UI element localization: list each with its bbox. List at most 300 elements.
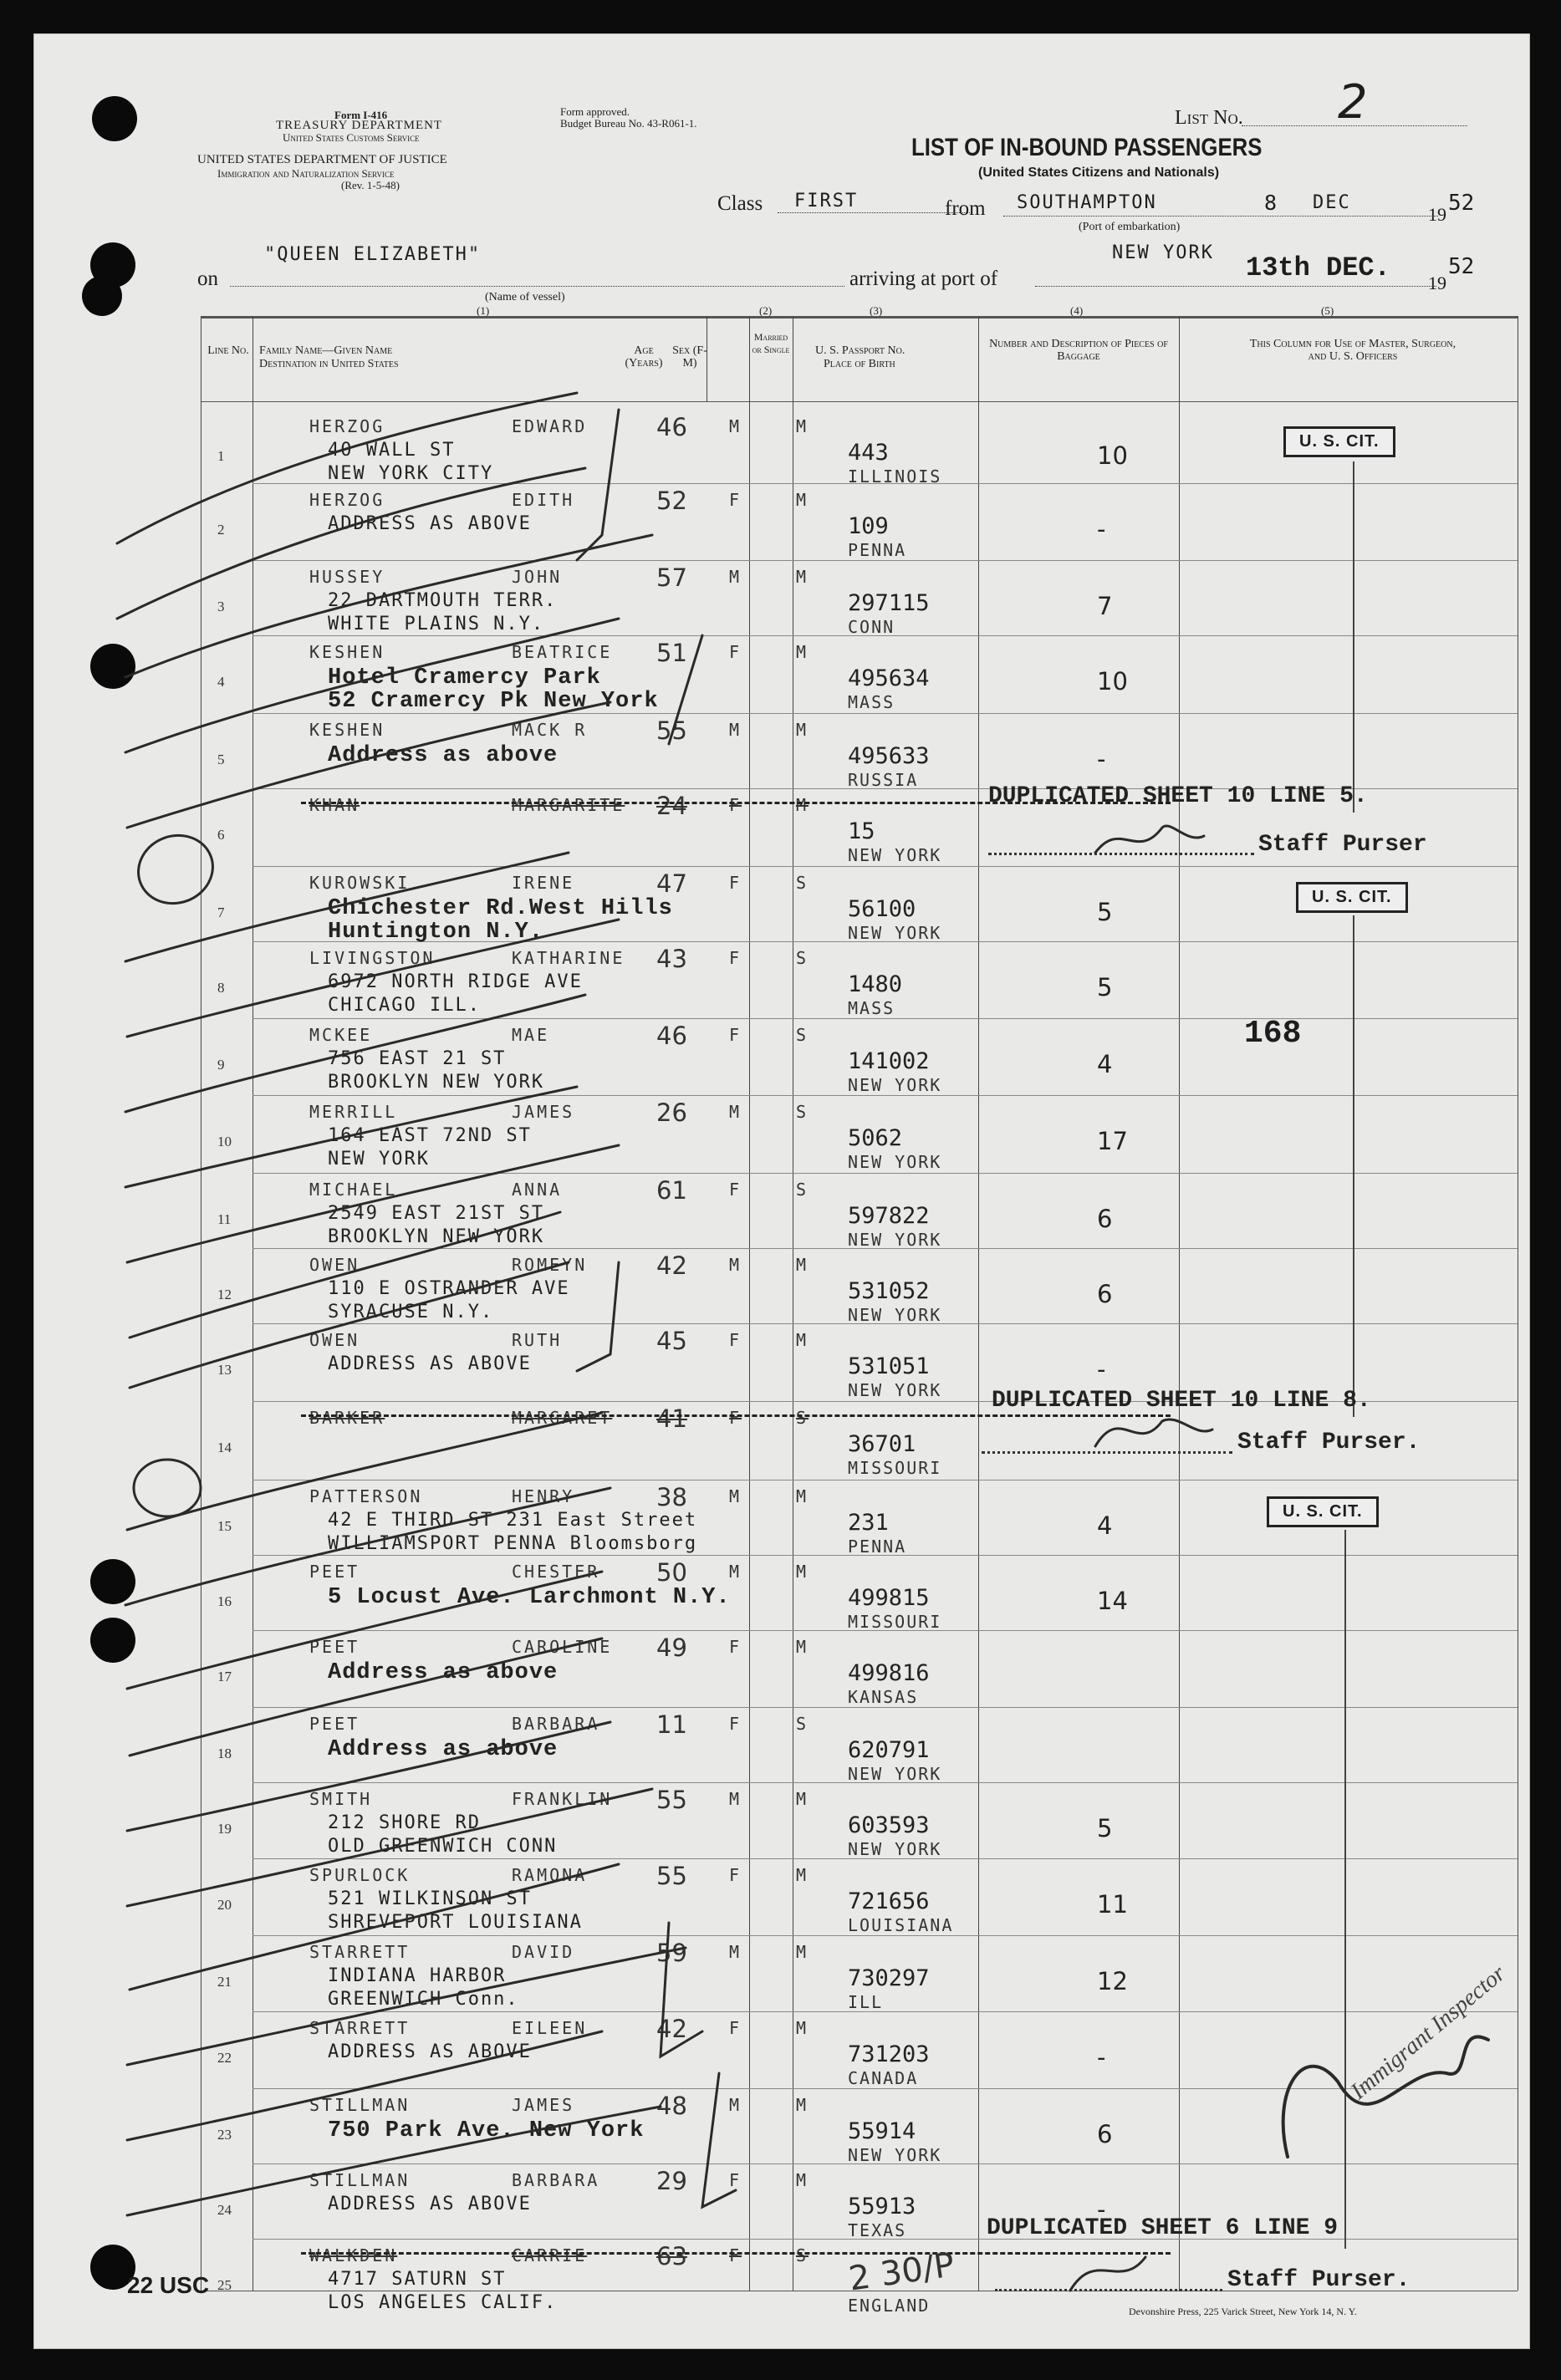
age: 43 [656,945,687,973]
place-of-birth: ILLINOIS [848,466,942,487]
stamp-tail [1353,461,1354,813]
passport-number: 499816 [848,1660,930,1686]
line-number: 10 [217,1134,232,1149]
sex: F [729,1408,742,1428]
table-top-rule [201,316,1518,319]
age: 38 [656,1483,687,1511]
printer-credit: Devonshire Press, 225 Varick Street, New York 14, N. Y. [1129,2306,1357,2317]
form-number: Form I-416 [334,109,388,121]
marital-status: S [796,873,809,893]
place-of-birth: PENNA [848,1537,907,1557]
address-line-1: Hotel Cramercy Park [328,665,601,691]
given-name: HENRY [512,1486,575,1506]
address-line-2: NEW YORK [328,1149,430,1170]
place-of-birth: NEW YORK [848,1764,942,1784]
given-name: JAMES [512,1102,575,1122]
sex: M [729,567,742,587]
line-number: 19 [217,1821,232,1837]
address-line-1: Address as above [328,1737,559,1762]
given-name: FRANKLIN [512,1789,613,1809]
arrival-underline [1035,286,1436,287]
age: 52 [656,487,687,515]
age: 48 [656,2092,687,2120]
header-sex: Sex (F-M) [672,344,707,369]
arrival-port: NEW YORK [1112,242,1214,263]
line-number: 16 [217,1593,232,1609]
class-underline [778,212,970,213]
place-of-birth: NEW YORK [848,923,942,943]
baggage-count: - [1097,745,1106,773]
arriving-label: arriving at port of [849,268,998,290]
baggage-count: 4 [1097,1511,1113,1540]
sex: F [729,1330,742,1350]
table-row [201,637,1518,714]
family-name: WALKDEN [309,2245,398,2265]
marital-status: M [796,1789,809,1809]
place-of-birth: ENGLAND [848,2296,931,2316]
family-name: SPURLOCK [309,1865,411,1885]
list-number: 2 [1338,75,1368,130]
passport-number: 531052 [848,1278,930,1304]
baggage-count: 7 [1097,592,1113,620]
given-name: MAE [512,1025,550,1045]
place-of-birth: NEW YORK [848,1230,942,1250]
line-number: 8 [217,980,225,996]
inspector-stamp: Immigrant Inspector [1345,1960,1511,2105]
marital-status: M [796,490,809,510]
given-name: MARGARITE [512,795,625,815]
marital-status: M [796,1942,809,1962]
table-row [201,1557,1518,1630]
place-of-birth: LOUISIANA [848,1915,954,1935]
address-line-1: 22 DARTMOUTH TERR. [328,590,558,611]
line-number: 22 [217,2050,232,2066]
header-name: Family Name—Given Name [259,344,393,357]
place-of-birth: MASS [848,998,895,1018]
family-name: HERZOG [309,490,385,510]
given-name: RUTH [512,1330,563,1350]
table-row [201,1784,1518,1858]
family-name: LIVINGSTON [309,948,436,968]
marital-status: M [796,642,809,662]
purser-note-3: Staff Purser. [1227,2267,1411,2293]
given-name: BARBARA [512,1714,600,1734]
baggage-count: 4 [1097,1050,1113,1078]
baggage-count: 10 [1097,667,1128,696]
address-line-2: WILLIAMSPORT PENNA Bloomsborg [328,1533,698,1554]
passport-number: 55914 [848,2118,916,2144]
passport-number: 36701 [848,1431,916,1457]
row-rule [253,1173,1518,1174]
sex: F [729,2245,742,2265]
passport-number: 620791 [848,1737,930,1763]
table-row [201,1860,1518,1934]
address-line-1: 40 WALL ST [328,440,456,461]
marital-status: S [796,1102,809,1122]
manifest-sheet [33,33,1530,2349]
place-of-birth: NEW YORK [848,2145,942,2165]
passport-number: 499815 [848,1585,930,1611]
address-line-2: WHITE PLAINS N.Y. [328,614,545,634]
line-number: 15 [217,1518,232,1534]
age: 49 [656,1633,687,1662]
address-line-2: 52 Cramercy Pk New York [328,689,659,714]
family-name: SMITH [309,1789,373,1809]
given-name: ROMEYN [512,1255,588,1275]
baggage-count: 10 [1097,441,1128,470]
revision: (Rev. 1-5-48) [341,179,400,191]
table-row [201,1709,1518,1782]
age: 59 [656,1939,687,1967]
age: 47 [656,869,687,898]
stamp-tail [1353,915,1354,1417]
table-row [201,1020,1518,1093]
age: 42 [656,1251,687,1280]
family-name: MERRILL [309,1102,398,1122]
col-number-2: (2) [759,304,773,317]
header-destination: Destination in United States [259,358,399,370]
marital-status: M [796,720,809,740]
form-approved: Form approved. [560,105,630,118]
port-embarkation-label: (Port of embarkation) [1079,221,1181,233]
line-number: 7 [217,905,225,920]
baggage-count: - [1097,2043,1106,2072]
family-name: KESHEN [309,720,385,740]
passport-number: 55913 [848,2194,916,2219]
row-rule [253,1935,1518,1936]
address-line-2: LOS ANGELES CALIF. [328,2292,558,2313]
sex: M [729,1255,742,1275]
departure-day: 8 [1264,191,1278,215]
officer-number: 168 [1244,1016,1302,1052]
baggage-count: 11 [1097,1890,1128,1919]
given-name: EILEEN [512,2018,588,2038]
sex: F [729,1714,742,1734]
table-row [201,943,1518,1017]
passport-number: 495633 [848,743,930,769]
given-name: IRENE [512,873,575,893]
place-of-birth: PENNA [848,540,907,560]
address-line-2: OLD GREENWICH CONN [328,1836,558,1857]
passport-number: 231 [848,1510,889,1536]
class-label: Class [717,192,763,215]
given-name: CHESTER [512,1562,600,1582]
line-number: 11 [217,1211,232,1227]
family-name: PEET [309,1714,360,1734]
sex: M [729,1789,742,1809]
passport-number: 1480 [848,971,903,997]
table-row [201,1937,1518,2011]
passport-number: 56100 [848,896,916,922]
header-age: Age (Years) [625,344,663,369]
marital-status: S [796,1025,809,1045]
address-line-2: GREENWICH Conn. [328,1989,519,2010]
sex: M [729,1942,742,1962]
marital-status: M [796,1486,809,1506]
address-line-2: CHICAGO ILL. [328,995,481,1016]
duplicated-note-1: DUPLICATED SHEET 10 LINE 5. [988,783,1368,809]
purser-dots-1 [988,853,1254,855]
address-line-1: ADDRESS AS ABOVE [328,513,532,534]
header-bottom-rule [201,401,1518,402]
justice-department: UNITED STATES DEPARTMENT OF JUSTICE [197,153,447,166]
passport-number: 141002 [848,1048,930,1074]
age: 55 [656,1786,687,1814]
sex: F [729,1637,742,1657]
punch-hole [90,644,135,689]
place-of-birth: MASS [848,692,895,712]
address-line-1: 42 E THIRD ST 231 East Street [328,1510,698,1531]
us-citizen-stamp: U. S. CIT. [1283,426,1395,457]
address-line-1: 212 SHORE RD [328,1812,481,1833]
marital-status: S [796,1714,809,1734]
place-of-birth: NEW YORK [848,1075,942,1095]
sex: F [729,642,742,662]
address-line-1: 750 Park Ave. New York [328,2118,645,2143]
purser-note-2: Staff Purser. [1237,1430,1421,1455]
marital-status: M [796,1562,809,1582]
baggage-count: 6 [1097,1280,1113,1308]
passport-number: 443 [848,440,889,466]
place-of-birth: MISSOURI [848,1612,942,1632]
place-of-birth: ILL [848,1992,884,2012]
footnote-tally: 2 30/P [846,2245,957,2299]
arrival-year: 52 [1448,254,1475,279]
passport-number: 721656 [848,1888,930,1914]
punch-hole [90,1618,135,1663]
marital-status: M [796,1637,809,1657]
family-name: MICHAEL [309,1180,398,1200]
line-number: 2 [217,522,225,538]
place-of-birth: CONN [848,617,895,637]
baggage-count: - [1097,515,1106,543]
marital-status: S [796,948,809,968]
given-name: ANNA [512,1180,563,1200]
sex: M [729,2095,742,2115]
address-line-2: SHREVEPORT LOUISIANA [328,1912,583,1933]
marital-status: M [796,1255,809,1275]
passport-number: 597822 [848,1203,930,1229]
punch-hole [92,96,137,141]
row-rule [253,1095,1518,1096]
passport-number: 603593 [848,1812,930,1838]
age: 42 [656,2015,687,2043]
marital-status: M [796,2018,809,2038]
marital-status: S [796,2245,809,2265]
passport-number: 731203 [848,2041,930,2067]
line-number: 5 [217,752,225,767]
address-line-1: ADDRESS AS ABOVE [328,2194,532,2214]
sex: F [729,2170,742,2190]
address-line-1: INDIANA HARBOR [328,1965,507,1986]
baggage-count: 17 [1097,1127,1128,1155]
duplicated-note-3: DUPLICATED SHEET 6 LINE 9 [987,2215,1339,2241]
family-name: STARRETT [309,2018,411,2038]
place-of-birth: CANADA [848,2068,919,2088]
purser-note-1: Staff Purser [1258,832,1427,858]
address-line-1: ADDRESS AS ABOVE [328,2041,532,2062]
baggage-count: 14 [1097,1587,1128,1615]
address-line-2: NEW YORK CITY [328,463,494,484]
header-baggage: Number and Description of Pieces of Baggage [989,338,1168,363]
punch-hole [82,276,122,316]
given-name: CARRIE [512,2245,588,2265]
address-line-2: SYRACUSE N.Y. [328,1302,494,1323]
line-number: 18 [217,1746,232,1761]
family-name: STILLMAN [309,2095,411,2115]
given-name: RAMONA [512,1865,588,1885]
family-name: PEET [309,1637,360,1657]
form-subtitle: (United States Citizens and Nationals) [978,166,1220,180]
sex: F [729,948,742,968]
age: 41 [656,1404,687,1433]
passport-number: 109 [848,513,889,539]
passport-number: 531051 [848,1353,930,1379]
given-name: CAROLINE [512,1637,613,1657]
family-name: OWEN [309,1255,360,1275]
table-row [201,562,1518,635]
address-line-1: ADDRESS AS ABOVE [328,1353,532,1374]
given-name: KATHARINE [512,948,625,968]
col-number-5: (5) [1321,304,1334,317]
immigration-service: Immigration and Naturalization Service [217,167,395,180]
given-name: BEATRICE [512,642,613,662]
address-line-1: 6972 NORTH RIDGE AVE [328,971,583,992]
header-line-no: Line No. [207,344,249,357]
address-line-2: BROOKLYN NEW YORK [328,1072,545,1093]
age: 57 [656,563,687,592]
sex: F [729,1180,742,1200]
age: 50 [656,1558,687,1587]
line-number: 14 [217,1440,232,1455]
line-number: 23 [217,2127,232,2143]
row-rule [253,866,1518,867]
marital-status: M [796,795,809,815]
marital-status: M [796,1865,809,1885]
passport-number: 495634 [848,665,930,691]
from-port: SOUTHAMPTON [1017,192,1157,213]
baggage-count: 6 [1097,2120,1113,2148]
given-name: JOHN [512,567,563,587]
place-of-birth: KANSAS [848,1687,919,1707]
arrival-date: 13th DEC. [1246,252,1390,283]
arrival-year-prefix: 19 [1428,273,1446,293]
header-married: Married or Single [752,331,790,355]
us-citizen-stamp: U. S. CIT. [1267,1496,1379,1527]
line-number: 20 [217,1897,232,1913]
marital-status: M [796,1330,809,1350]
baggage-count: 5 [1097,898,1113,926]
family-name: KESHEN [309,642,385,662]
marital-status: M [796,416,809,436]
address-line-1: 4717 SATURN ST [328,2269,507,2290]
sex: M [729,1102,742,1122]
vessel-name: "QUEEN ELIZABETH" [264,244,482,265]
stamp-tail [1344,1530,1346,2249]
age: 63 [656,2242,687,2270]
duplicated-note-2: DUPLICATED SHEET 10 LINE 8. [992,1388,1371,1414]
place-of-birth: NEW YORK [848,1380,942,1400]
line-number: 25 [217,2277,232,2293]
purser-dots-2 [982,1451,1232,1454]
row-rule [253,1018,1518,1019]
line-number: 6 [217,827,225,843]
place-of-birth: RUSSIA [848,770,919,790]
us-citizen-stamp: U. S. CIT. [1296,882,1408,913]
given-name: JAMES [512,2095,575,2115]
given-name: EDITH [512,490,575,510]
marital-status: M [796,2095,809,2115]
line-number: 3 [217,599,225,614]
baggage-count: 6 [1097,1205,1113,1233]
from-underline [1003,216,1438,217]
line-number: 12 [217,1287,232,1302]
row-rule [253,560,1518,561]
line-number: 1 [217,448,225,464]
family-name: OWEN [309,1330,360,1350]
passport-number: 297115 [848,590,930,616]
row-rule [253,1707,1518,1708]
departure-month: DEC [1313,192,1351,213]
age: 55 [656,1862,687,1890]
marital-status: S [796,1408,809,1428]
header-passport: U. S. Passport No. [815,344,905,357]
table-row [201,485,1518,558]
age: 45 [656,1327,687,1355]
address-line-1: Address as above [328,1660,559,1685]
address-line-1: Chichester Rd.West Hills [328,896,673,921]
family-name: MCKEE [309,1025,373,1045]
departure-year-prefix: 19 [1428,204,1446,225]
sex: M [729,720,742,740]
line-number: 24 [217,2202,232,2218]
line-number: 17 [217,1669,232,1684]
marital-status: S [796,1180,809,1200]
age: 61 [656,1176,687,1205]
on-label: on [197,268,218,290]
vessel-underline [230,286,844,287]
address-line-2: BROOKLYN NEW YORK [328,1226,545,1247]
address-line-1: 110 E OSTRANDER AVE [328,1278,570,1299]
treasury-department: TREASURY DEPARTMENT [276,119,443,132]
strike-through-rule [301,1414,1171,1417]
family-name: KUROWSKI [309,873,411,893]
age: 26 [656,1098,687,1127]
given-name: EDWARD [512,416,588,436]
family-name: KHAN [309,795,360,815]
passport-number: 5062 [848,1125,903,1151]
given-name: MACK R [512,720,588,740]
address-line-2: Huntington N.Y. [328,920,544,945]
sex: F [729,795,742,815]
given-name: BARBARA [512,2170,600,2190]
budget-bureau: Budget Bureau No. 43-R061-1. [560,117,697,130]
place-of-birth: NEW YORK [848,1152,942,1172]
family-name: PATTERSON [309,1486,423,1506]
age: 55 [656,716,687,745]
sex: F [729,490,742,510]
table-row [201,1250,1518,1323]
address-line-1: 5 Locust Ave. Larchmont N.Y. [328,1585,731,1610]
family-name: STARRETT [309,1942,411,1962]
departure-year: 52 [1448,191,1475,216]
vessel-label: (Name of vessel) [485,291,565,303]
row-rule [253,2011,1518,2012]
age: 46 [656,1022,687,1050]
sex: M [729,1562,742,1582]
col-number-1: (1) [477,304,490,317]
place-of-birth: MISSOURI [848,1458,942,1478]
